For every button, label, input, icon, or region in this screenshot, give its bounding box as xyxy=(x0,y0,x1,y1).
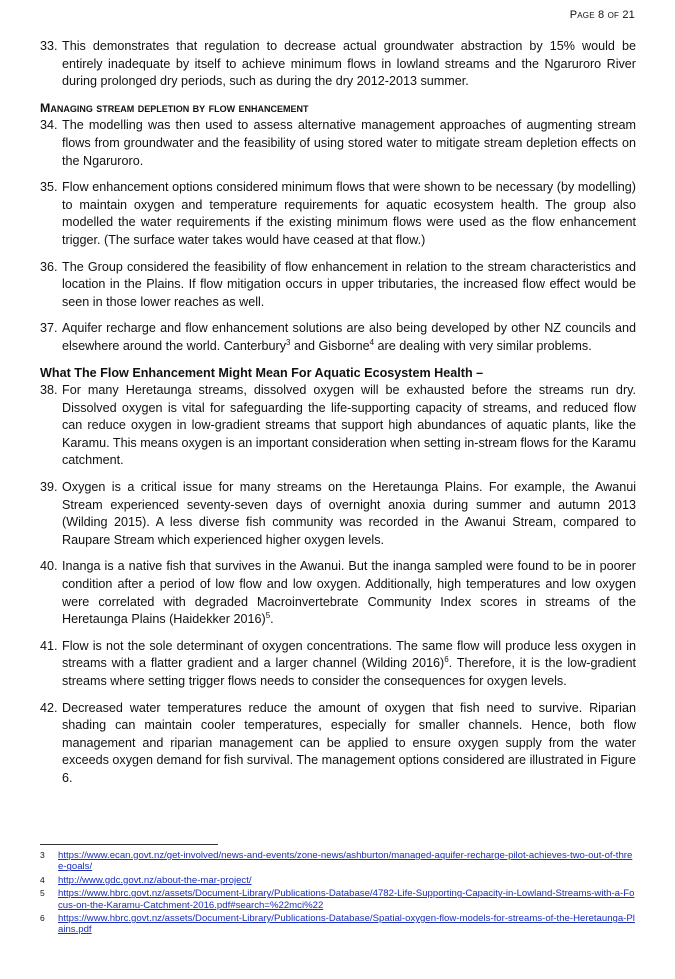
text-segment: are dealing with very similar problems. xyxy=(374,338,592,353)
paragraph-number: 36. xyxy=(40,259,58,274)
footnote-link[interactable]: http://www.gdc.govt.nz/about-the-mar-project/ xyxy=(58,874,252,886)
paragraph-39 xyxy=(40,479,636,549)
text-segment: Aquifer recharge and flow enhancement solutions are also being developed by other NZ councils and elsewhere around the world. Canterbury xyxy=(62,321,636,353)
footnote-5 xyxy=(40,888,636,911)
paragraph-text: The modelling was then used to assess alternative management approaches of augmenting stream flows from groundwater and the feasibility of using stored water to mitigate stream depletion effects on the Ngaruroro. xyxy=(62,118,636,168)
paragraph-number: 41. xyxy=(40,638,58,653)
paragraph-37 xyxy=(40,320,636,355)
footnote-number: 3 xyxy=(40,850,45,860)
paragraph-number: 40. xyxy=(40,559,58,574)
section-heading-flow-enhancement: Managing stream depletion by flow enhancement xyxy=(40,100,309,115)
page-number: Page 8 of 21 xyxy=(569,9,635,21)
text-segment: . Therefore, it is the low-gradient streams where setting trigger flows needs to consider the consequences for oxygen levels. xyxy=(62,656,636,688)
text-segment: Inanga is a native fish that survives in the Awanui. But the inanga sampled were found to be in poorer condition after a period of low flow and low oxygen. Additionally, high temperatures and low oxygen were correlated with degraded Macroinvertebrate Community Index scores in streams of the Heretaunga Plains (Haidekker 2016) xyxy=(62,559,636,627)
paragraph-text: Oxygen is a critical issue for many streams on the Heretaunga Plains. For example, the Awanui Stream experienced seventy-seven days of overnight anoxia during summer and autumn 2013 (Wilding 2015). A less diverse fish community was recorded in the Awanui Stream, compared to Raupare Stream which experienced higher oxygen levels. xyxy=(62,480,636,547)
paragraph-text: Decreased water temperatures reduce the amount of oxygen that fish need to survive. Riparian shading can maintain cooler temperatures, especially for smaller channels. Hence, both flow management and riparian management can be applied to ensure oxygen supply from the water exceeds oxygen demand for fish survival. The management options considered are illustrated in Figure 6. xyxy=(62,700,636,785)
footnote-link[interactable]: https://www.ecan.govt.nz/get-involved/news-and-events/zone-news/ashburton/managed-aquifer-recharge-pilot-achieves-two-out-of-three-goals/ xyxy=(58,850,633,873)
paragraph-36 xyxy=(40,259,636,312)
document-body xyxy=(40,38,636,797)
paragraph-number: 38. xyxy=(40,383,58,398)
paragraph-text: The Group considered the feasibility of flow enhancement in relation to the stream characteristics and location in the Plains. If flow mitigation occurs in upper tributaries, the increased flow effect would be seen in those lower reaches as well. xyxy=(62,259,636,309)
paragraph-number: 35. xyxy=(40,180,58,195)
paragraph-33 xyxy=(40,38,636,91)
paragraph-38 xyxy=(40,382,636,470)
paragraph-text xyxy=(62,320,636,355)
paragraph-number: 39. xyxy=(40,480,58,495)
paragraph-text: For many Heretaunga streams, dissolved oxygen will be exhausted before the streams run dry. Dissolved oxygen is vital for safeguarding the life-supporting capacity of streams, and reduced flow can reduce oxygen in low-gradient streams that support high abundances of aquatic plants, like the Karamu. This means oxygen is an important consideration when setting in-stream flows for the Karamu catchment. xyxy=(62,383,636,468)
footnote-ref-6[interactable]: 6 xyxy=(444,655,449,665)
paragraph-number: 34. xyxy=(40,118,58,133)
paragraph-35 xyxy=(40,179,636,249)
footnote-ref-3[interactable]: 3 xyxy=(286,337,291,347)
paragraph-40 xyxy=(40,558,636,628)
footnote-link[interactable]: https://www.hbrc.govt.nz/assets/Document-Library/Publications-Database/Spatial-oxygen-flow-models-for-streams-of-the-Heretaunga-Plains.pdf xyxy=(58,913,635,936)
paragraph-text: Flow enhancement options considered minimum flows that were shown to be necessary (by modelling) to maintain oxygen and temperature requirements for aquatic ecosystem health. The group also modelled the water requirements if the existing minimum flows were used as the flow enhancement trigger. (The surface water takes would have ceased at that flow.) xyxy=(62,180,636,247)
paragraph-text xyxy=(62,638,636,691)
section-heading-ecosystem-health: What The Flow Enhancement Might Mean For Aquatic Ecosystem Health – xyxy=(40,365,484,380)
paragraph-42 xyxy=(40,700,636,788)
text-segment: and Gisborne xyxy=(290,338,370,353)
footnote-number: 6 xyxy=(40,913,45,924)
footnote-ref-5[interactable]: 5 xyxy=(265,611,271,621)
paragraph-number: 33. xyxy=(40,39,58,53)
text-segment: . xyxy=(270,612,274,627)
footnote-6 xyxy=(40,913,636,936)
paragraph-text xyxy=(62,558,636,628)
footnote-link[interactable]: https://www.hbrc.govt.nz/assets/Document-Library/Publications-Database/4782-Life-Supporting-Capacity-in-Lowland-Streams-with-a-Focus-on-the-Karamu-Catchment-2016.pdf#search=%22mci%22 xyxy=(58,888,635,911)
text-segment: Flow is not the sole determinant of oxygen concentrations. The same flow will produce less oxygen in streams with a flatter gradient and a larger channel (Wilding 2016) xyxy=(62,638,636,671)
paragraph-text: This demonstrates that regulation to decrease actual groundwater abstraction by 15% would be entirely inadequate by itself to achieve minimum flows in lowland streams and the Ngaruroro River during prolonged dry periods, such as during the dry 2012-2013 summer. xyxy=(62,39,636,89)
footnote-number: 5 xyxy=(40,888,45,899)
paragraph-41 xyxy=(40,638,636,691)
paragraph-34 xyxy=(40,117,636,170)
paragraph-number: 37. xyxy=(40,321,58,336)
footnote-4 xyxy=(40,875,636,886)
footnote-separator xyxy=(40,844,218,845)
footnote-3 xyxy=(40,850,636,873)
footnote-ref-4[interactable]: 4 xyxy=(369,337,375,347)
paragraph-number: 42. xyxy=(40,700,58,715)
footnotes xyxy=(40,850,636,938)
footnote-number: 4 xyxy=(40,874,45,885)
